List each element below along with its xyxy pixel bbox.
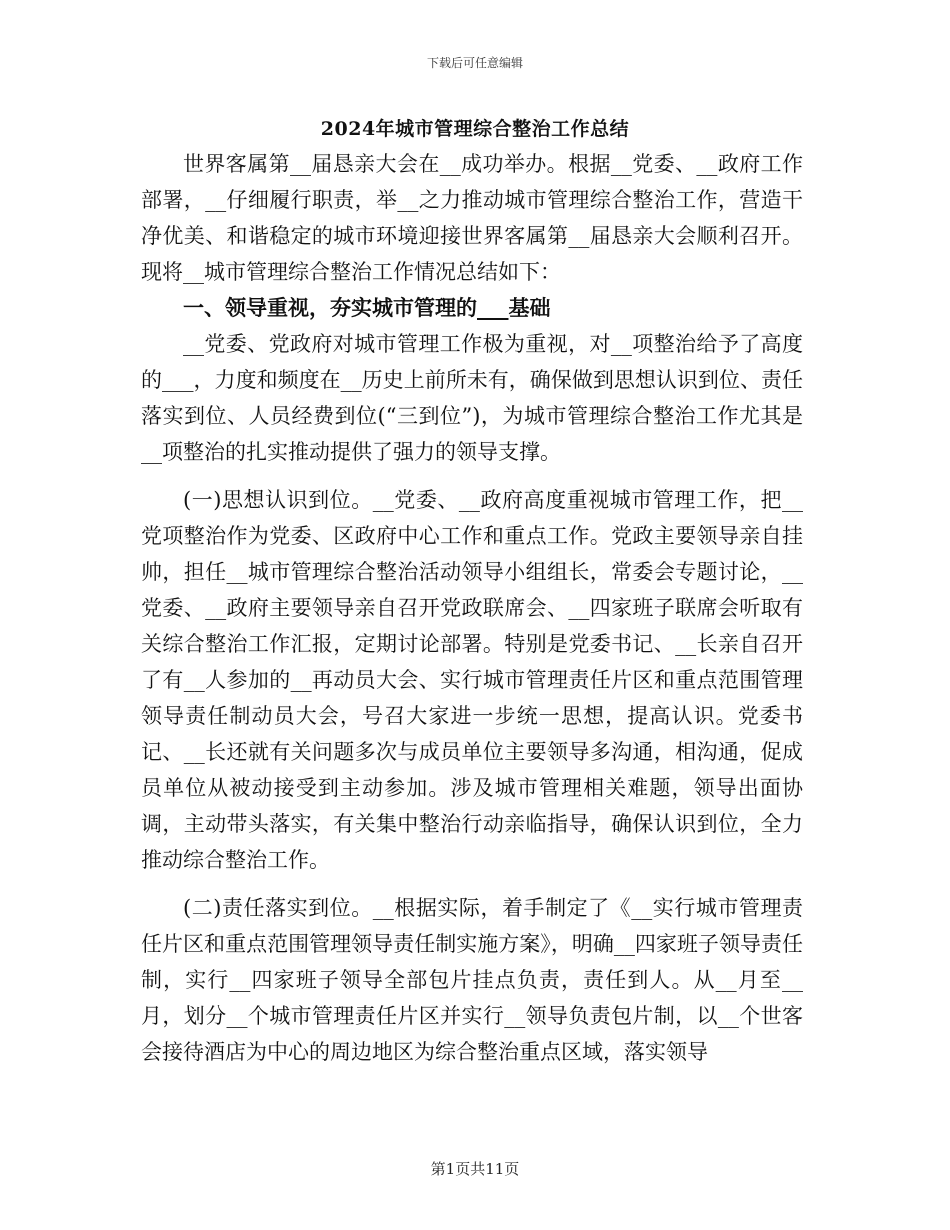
- intro-paragraph: 世界客属第__届恳亲大会在__成功举办。根据__党委、__政府工作部署，__仔细履行职责，举__之力推动城市管理综合整治工作，营造干净优美、和谐稳定的城市环境迎接世界客属第__届恳亲大会顺利召开。现将__城市管理综合整治工作情况总结如下：: [141, 152, 803, 284]
- subsection-2-paragraph: (二)责任落实到位。__根据实际，着手制定了《__实行城市管理责任片区和重点范围管理领导责任制实施方案》，明确__四家班子领导责任制，实行__四家班子领导全部包片挂点负责，责任到人。从__月至__月，划分__个城市管理责任片区并实行__领导负责包片制，以__个世客会接待酒店为中心的周边地区为综合整治重点区域，落实领导: [141, 896, 803, 1064]
- page-header-note: 下载后可任意编辑: [426, 56, 523, 70]
- document-body: [141, 146, 803, 1070]
- page-number: 第1页共11页: [430, 1160, 520, 1178]
- subsection-1-paragraph: (一)思想认识到位。__党委、__政府高度重视城市管理工作，把__党项整治作为党委、区政府中心工作和重点工作。党政主要领导亲自挂帅，担任__城市管理综合整治活动领导小组组长，常委会专题讨论，__党委、__政府主要领导亲自召开党政联席会、__四家班子联席会听取有关综合整治工作汇报，定期讨论部署。特别是党委书记、__长亲自召开了有__人参加的__再动员大会、实行城市管理责任片区和重点范围管理领导责任制动员大会，号召大家进一步统一思想，提高认识。党委书记、__长还就有关问题多次与成员单位主要领导多沟通，相沟通，促成员单位从被动接受到主动参加。涉及城市管理相关难题，领导出面协调，主动带头落实，有关集中整治行动亲临指导，确保认识到位，全力推动综合整治工作。: [141, 488, 803, 872]
- section-heading-1: 一、领导重视，夯实城市管理的___基础: [183, 295, 551, 320]
- document-title: 2024年城市管理综合整治工作总结: [320, 118, 630, 140]
- section-1-paragraph: __党委、党政府对城市管理工作极为重视，对__项整治给予了高度的___，力度和频度在__历史上前所未有，确保做到思想认识到位、责任落实到位、人员经费到位(“三到位”)，为城市管理综合整治工作尤其是__项整治的扎实推动提供了强力的领导支撑。: [141, 332, 803, 464]
